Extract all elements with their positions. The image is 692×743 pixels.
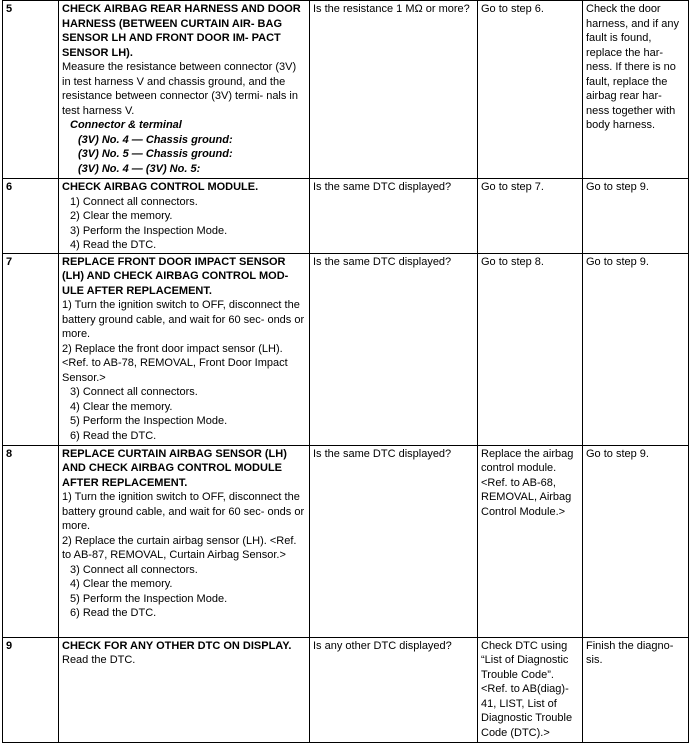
yes-action: Go to step 8. — [481, 255, 544, 268]
check-question: Is the resistance 1 MΩ or more? — [313, 3, 470, 15]
step-number-cell — [3, 637, 59, 742]
yes-cell — [478, 445, 583, 637]
no-action: Go to step 9. — [586, 255, 649, 268]
no-cell — [583, 445, 689, 637]
step-body: Read the DTC. — [62, 654, 136, 666]
yes-action: Go to step 7. — [481, 181, 544, 193]
substep: 1) Turn the ignition switch to OFF, disconnect the battery ground cable, and wait for 60 sec- onds or more. — [62, 491, 305, 532]
table-row — [3, 179, 689, 254]
procedure-cell — [59, 445, 310, 637]
substep: 6) Read the DTC. — [70, 607, 157, 619]
connector-terminal-label: Connector & terminal — [70, 119, 182, 131]
yes-action: Replace the airbag control module. <Ref. to AB-68, REMOVAL, Airbag Control Module.> — [481, 447, 574, 518]
step-number: 5 — [6, 3, 13, 15]
check-question: Is the same DTC displayed? — [313, 447, 452, 460]
check-question: Is the same DTC displayed? — [313, 255, 452, 268]
table-row — [3, 1, 689, 179]
connector-terminal-item: (3V) No. 4 — (3V) No. 5: — [78, 162, 201, 175]
substep: 3) Connect all connectors. — [70, 386, 198, 398]
step-title: CHECK FOR ANY OTHER DTC ON DISPLAY. — [62, 639, 292, 652]
connector-terminal-item: (3V) No. 5 — Chassis ground: — [78, 148, 233, 160]
procedure-cell — [59, 253, 310, 445]
check-cell — [310, 1, 478, 179]
substep: 2) Replace the front door impact sensor (LH). <Ref. to AB-78, REMOVAL, Front Door Impact Sensor.> — [62, 342, 288, 384]
step-body: Measure the resistance between connector (3V) in test harness V and chassis ground, and the resistance between connector (3V) termi- nals in test harness V. — [62, 61, 298, 117]
no-action: Check the door harness, and if any fault is found, replace the har- ness. If there is no fault, replace the airbag rear har- ness together with body harness. — [586, 3, 679, 131]
step-number: 7 — [6, 255, 13, 268]
step-number-cell — [3, 253, 59, 445]
check-cell — [310, 445, 478, 637]
substep: 2) Replace the curtain airbag sensor (LH). <Ref. to AB-87, REMOVAL, Curtain Airbag Sensor.> — [62, 534, 297, 561]
connector-terminal-item: (3V) No. 4 — Chassis ground: — [78, 133, 233, 146]
check-cell — [310, 637, 478, 742]
substep: 4) Clear the memory. — [70, 400, 173, 413]
yes-action: Check DTC using “List of Diagnostic Trouble Code”. <Ref. to AB(diag)- 41, LIST, List of Diagnostic Trouble Code (DTC).> — [481, 639, 573, 739]
yes-cell — [478, 253, 583, 445]
no-cell — [583, 253, 689, 445]
diagnostic-procedure-table — [2, 0, 689, 743]
yes-action: Go to step 6. — [481, 3, 544, 15]
table-row — [3, 253, 689, 445]
yes-cell — [478, 1, 583, 179]
step-title: REPLACE FRONT DOOR IMPACT SENSOR (LH) AND CHECK AIRBAG CONTROL MOD- ULE AFTER REPLACEMENT. — [62, 255, 289, 297]
procedure-cell — [59, 637, 310, 742]
step-number: 8 — [6, 447, 13, 460]
step-title: CHECK AIRBAG REAR HARNESS AND DOOR HARNESS (BETWEEN CURTAIN AIR- BAG SENSOR LH AND FRONT DOOR IM- PACT SENSOR LH). — [62, 3, 301, 59]
no-action: Finish the diagno- sis. — [586, 639, 674, 666]
no-action: Go to step 9. — [586, 181, 649, 193]
step-title: CHECK AIRBAG CONTROL MODULE. — [62, 181, 259, 193]
step-title: REPLACE CURTAIN AIRBAG SENSOR (LH) AND CHECK AIRBAG CONTROL MODULE AFTER REPLACEMENT. — [62, 447, 287, 489]
table-row — [3, 637, 689, 742]
substep: 3) Connect all connectors. — [70, 563, 198, 576]
no-cell — [583, 1, 689, 179]
substep: 4) Read the DTC. — [70, 239, 157, 251]
step-number: 9 — [6, 639, 13, 652]
step-number-cell — [3, 1, 59, 179]
yes-cell — [478, 179, 583, 254]
substep: 5) Perform the Inspection Mode. — [70, 592, 228, 605]
substep: 1) Turn the ignition switch to OFF, disconnect the battery ground cable, and wait for 60 sec- onds or more. — [62, 299, 305, 340]
substep: 6) Read the DTC. — [70, 429, 157, 442]
check-question: Is any other DTC displayed? — [313, 639, 452, 652]
no-cell — [583, 179, 689, 254]
procedure-cell — [59, 1, 310, 179]
substep: 5) Perform the Inspection Mode. — [70, 415, 228, 427]
substep: 3) Perform the Inspection Mode. — [70, 224, 228, 237]
yes-cell — [478, 637, 583, 742]
substep: 1) Connect all connectors. — [70, 195, 198, 208]
check-cell — [310, 253, 478, 445]
no-action: Go to step 9. — [586, 447, 649, 460]
procedure-cell — [59, 179, 310, 254]
no-cell — [583, 637, 689, 742]
step-number: 6 — [6, 181, 13, 193]
step-number-cell — [3, 445, 59, 637]
step-number-cell — [3, 179, 59, 254]
check-cell — [310, 179, 478, 254]
table-row — [3, 445, 689, 637]
check-question: Is the same DTC displayed? — [313, 181, 452, 193]
substep: 4) Clear the memory. — [70, 578, 173, 590]
substep: 2) Clear the memory. — [70, 210, 173, 222]
